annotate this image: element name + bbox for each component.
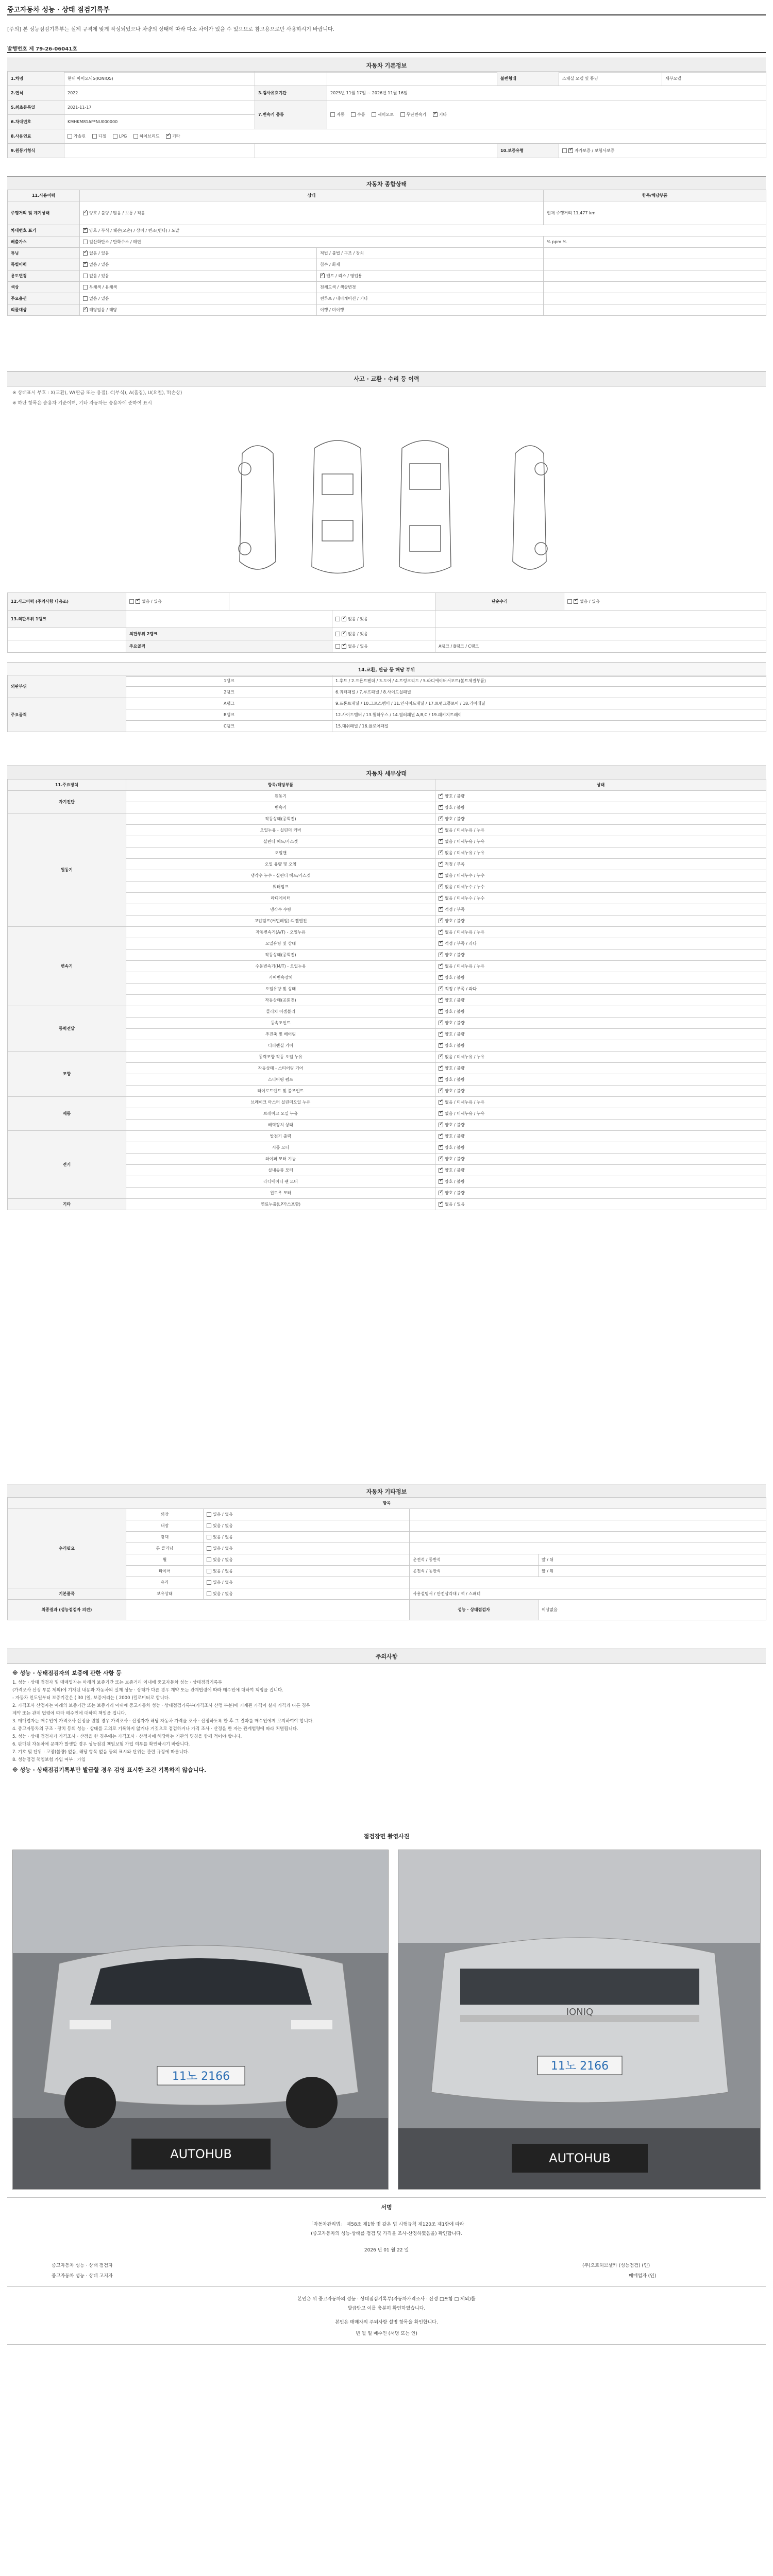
outer-rank1-label: 13.외판부위 1랭크 <box>8 611 126 628</box>
inspection-validity-label: 3.검사유효기간 <box>255 86 327 100</box>
col-usage: 11.사용이력 <box>8 190 80 201</box>
section-basic-header: 자동차 기본정보 <box>7 58 766 73</box>
photo-front <box>12 1850 389 2190</box>
license-plate-text: 11노 2166 <box>172 2070 230 2083</box>
rear-window-shape <box>322 520 353 541</box>
inspector-label: 중고자동차 성능 · 상태 점검자 <box>52 2263 113 2268</box>
detail-item-state: ✓ 양호 / 불량 <box>435 1063 766 1074</box>
wheel-icon <box>535 543 547 555</box>
options-label: 주요옵션 <box>8 293 80 304</box>
accident-history-state: ✓ 없음 / 있음 <box>126 593 229 611</box>
outer-rank1-state: ✓ 없음 / 있음 <box>332 611 435 628</box>
tuning-extra: 적법 / 불법 / 구조 / 장치 <box>317 248 544 259</box>
detail-item-state: ✓ 없음 / 미세누유 / 누유 <box>435 1108 766 1120</box>
caution-title: ※ 성능 · 상태점검자의 보증에 관한 사항 등 <box>12 1670 122 1676</box>
special-history-state: ✓ 없음 / 있음 <box>80 259 317 270</box>
detail-item-label: 시동 모터 <box>126 1142 435 1154</box>
general-status-table <box>7 190 766 316</box>
detail-item-state: ✓ 양호 / 불량 <box>435 1018 766 1029</box>
checkbox-checked[interactable] <box>439 1055 443 1059</box>
repair-needed-label: 수리필요 <box>8 1509 126 1588</box>
checkbox-checked[interactable] <box>439 998 443 1003</box>
detail-item-label: 추진축 및 베어링 <box>126 1029 435 1040</box>
detail-item-label: 워터펌프 <box>126 882 435 893</box>
detail-item-state: ✓ 없음 / 있음 <box>435 1199 766 1210</box>
use-change-state: 없음 / 있음 <box>80 270 317 282</box>
receipt-line-1: 본인은 위 중고자동차의 성능 · 상태점검기록부(자동차가격조사 · 산정 □포함 □ 제외)를 <box>297 2297 476 2302</box>
vehicle-name-label: 1.차명 <box>8 72 64 86</box>
document-number: 발행번호 제 79-26-06041호 <box>7 46 77 52</box>
detail-item-state: ✓ 양호 / 불량 <box>435 995 766 1006</box>
wheel-icon <box>535 463 547 475</box>
checkbox-checked[interactable] <box>439 1191 443 1195</box>
checkbox-checked[interactable] <box>439 862 443 867</box>
detail-item-label: 스티어링 펌프 <box>126 1074 435 1086</box>
first-registration-value: 2021-11-17 <box>64 100 255 115</box>
checkbox[interactable] <box>351 112 356 117</box>
detail-item-label: 냉각수 수량 <box>126 904 435 916</box>
divider <box>7 52 766 53</box>
rankA-items: 9.프론트패널 / 10.크로스멤버 / 11.인사이드패널 / 17.트렁크플로어 / 18.리어패널 <box>332 698 766 709</box>
checkbox-checked[interactable] <box>439 873 443 878</box>
submodel-value: 세부모델 <box>662 72 766 86</box>
checkbox-checked[interactable] <box>439 851 443 855</box>
detail-item-label: 원동기 <box>126 791 435 802</box>
col-state: 상태 <box>80 190 544 201</box>
detail-item-state: ✓ 양호 / 불량 <box>435 1006 766 1018</box>
detail-item-state: ✓ 없음 / 미세누수 / 누수 <box>435 870 766 882</box>
frame-state: ✓ 없음 / 있음 <box>332 640 435 653</box>
detail-item-label: 기어변속장치 <box>126 972 435 984</box>
detail-item-state: ✓ 양호 / 불량 <box>435 916 766 927</box>
checkbox-checked[interactable] <box>439 919 443 923</box>
checkbox-checked[interactable] <box>439 1134 443 1139</box>
variant-value: 스페셜 모델 및 튜닝 <box>559 72 662 86</box>
recall-state: ✓ 해당없음 / 해당 <box>80 304 317 316</box>
detail-item-label: 작동상태(공회전) <box>126 814 435 825</box>
detail-item-label: 발전기 출력 <box>126 1131 435 1142</box>
special-history-label: 특별이력 <box>8 259 80 270</box>
checkbox-checked[interactable] <box>439 1111 443 1116</box>
detail-item-state: ✓ 양호 / 불량 <box>435 1074 766 1086</box>
checkbox-checked[interactable] <box>439 1179 443 1184</box>
detail-item-state: ✓ 양호 / 불량 <box>435 1165 766 1176</box>
checkbox-checked[interactable] <box>439 1032 443 1037</box>
col-parts: 항목/해당부품 <box>544 190 766 201</box>
emission-units: % ppm % <box>544 236 766 248</box>
tuning-label: 튜닝 <box>8 248 80 259</box>
detail-item-label: 고압펌프(커먼레일)-디젤엔진 <box>126 916 435 927</box>
checkbox-checked[interactable] <box>439 1089 443 1093</box>
use-change-extra: ✓ 렌트 / 리스 / 영업용 <box>317 270 544 282</box>
notice-text: [주의] 본 성능점검기록부는 실제 규격에 맞게 작성되었으나 차량의 상태에 따라 다소 차이가 있을 수 있으므로 참고용으로만 사용하시기 바랍니다. <box>7 27 334 32</box>
transmission-label: 7.변속기 종류 <box>255 100 327 129</box>
vehicle-name-value: 현대 아이오닉5(IONIQ5) <box>64 72 255 86</box>
detail-item-state: ✓ 양호 / 불량 <box>435 1120 766 1131</box>
fuel-label: 8.사용연료 <box>8 129 64 144</box>
detail-item-label: 수동변속기(M/T) - 오일누유 <box>126 961 435 972</box>
checkbox-checked[interactable] <box>439 839 443 844</box>
detail-group-label: 동력전달 <box>8 1006 126 1052</box>
checkbox-checked[interactable] <box>433 112 438 117</box>
checkbox-checked[interactable] <box>439 885 443 889</box>
section-other-header: 자동차 기타정보 <box>7 1484 766 1499</box>
detail-item-label: 라디에이터 <box>126 893 435 904</box>
detail-item-label: 타이로드엔드 및 볼조인트 <box>126 1086 435 1097</box>
frame-label: 주요골격 <box>126 640 332 653</box>
detail-item-state: ✓ 없음 / 미세누유 / 누유 <box>435 836 766 848</box>
detail-group-label: 변속기 <box>8 927 126 1006</box>
checkbox-checked[interactable] <box>439 805 443 810</box>
detail-item-label: 작동상태 - 스티어링 기어 <box>126 1063 435 1074</box>
rank1-items: 1.후드 / 2.프론트펜더 / 3.도어 / 4.트렁크리드 / 5.라디에이터서포트(볼트체결부품) <box>332 675 766 687</box>
basic-info-table <box>7 71 766 158</box>
rank2-items: 6.쿼터패널 / 7.루프패널 / 8.사이드실패널 <box>332 687 766 698</box>
checkbox-checked[interactable] <box>439 953 443 957</box>
windshield-shape <box>322 474 353 495</box>
accident-history-table <box>7 592 766 653</box>
detail-item-label: 변속기 <box>126 802 435 814</box>
detail-item-label: 자동변속기(A/T) - 오일누유 <box>126 927 435 938</box>
parts-table: 외판부위 1랭크 1.후드 / 2.프론트펜더 / 3.도어 / 4.트렁크리드 / 5.라디에이터서포트(볼트체결부품) 2랭크 6.쿼터패널 / 7.루프패널 / 8.사이드실패널 주요골격 A랭크 9.프론트패널 / 10.크로스멤버 / 11.인사이드패널 / 17.트렁크플로어 / 18.리어패널 B랭크 12.사이드멤버 / 13.휠하우스 / 14.필러패널 A,B,C / 19.패키지트레이 C랭크 15.대쉬패널 / 16.플로어패널 <box>7 675 766 732</box>
detail-item-label: 윈도우 모터 <box>126 1188 435 1199</box>
detail-item-label: 오일유량 및 상태 <box>126 984 435 995</box>
caution-box: ※ 성능 · 상태점검자의 보증에 관한 사항 등 1. 성능 · 상태 점검자 및 매매업자는 아래의 보증기간 또는 보증거리 이내에 중고자동차 성능 · 상태점검기록부 (가격조사 산정 부분 제외)에 기재된 내용과 자동차의 실제 성능 · 상태가 다른 경우 계약 또는 관계법령에 따라 매수인에 대하여 책임을 집니다. - 자동차 인도일부터 보증기간은 ( 30 )일, 보증거리는 ( 2000 )킬로미터로 합니다. 2. 가격조사 산정자는 아래의 보증기간 또는 보증거리 이내에 중고자동차 성능 · 상태점검기록부(가격조사 산정 부분)에 기재된 가격이 실제 가격과 다른 경우 계약 또는 관계 법령에 따라 매수인에 대하여 책임을 집니다. 3. 매매업자는 매수인이 가격조사 산정을 원할 경우 가격조사 · 산정자가 해당 자동차 가격을 조사 · 산정하도록 한 후 그 결과를 매수인에게 고지하여야 합니다. 4. 중고자동차의 구조 · 장치 등의 성능 · 상태를 고의로 기록하지 않거나 거짓으로 점검하거나 가격 조사 · 산정을 한 자는 관계법령에 따라 처벌됩니다. 5. 성능 · 상태 점검자가 가격조사 · 산정을 한 경우에는 가격조사 · 산정자에 해당하는 기관의 명칭을 함께 적어야 합니다. 6. 판매된 자동차에 문제가 발생할 경우 성능점검 책임보험 가입 여부를 확인하시기 바랍니다. 7. 기호 및 단위 : 고장(불량) 없음, 해당 항목 없음 등의 표시와 단위는 관련 규정에 따릅니다. 8. 성능점검 책임보험 가입 여부 : 가입 ※ 성능 · 상태점검기록부만 발급할 경우 검영 표시한 조건 기록하지 않습니다. <box>12 1667 761 1776</box>
detail-item-state: ✓ 적정 / 부족 / 과다 <box>435 984 766 995</box>
detail-item-state: ✓ 없음 / 미세누유 / 누유 <box>435 961 766 972</box>
detail-item-label: 동력조향 작동 오일 누유 <box>126 1052 435 1063</box>
engine-type-value <box>64 144 255 158</box>
options-extra: 썬루프 / 네비게이션 / 기타 <box>317 293 544 304</box>
checkbox-checked[interactable] <box>439 1043 443 1048</box>
divider <box>7 14 766 15</box>
inspector-value: (주)오토허브셀카 (성능점검) (인) <box>582 2263 650 2268</box>
checkbox-checked[interactable] <box>439 1077 443 1082</box>
detail-item-label: 브레이크 오일 누유 <box>126 1108 435 1120</box>
detail-item-state: ✓ 없음 / 미세누유 / 누유 <box>435 1097 766 1108</box>
detail-item-state: ✓ 적정 / 부족 <box>435 859 766 870</box>
final-result-value: 이상없음 <box>539 1600 766 1620</box>
vin-mark-label: 차대번호 표기 <box>8 225 80 236</box>
wheel-icon <box>239 463 251 475</box>
detail-item-label: 라디에이터 팬 모터 <box>126 1176 435 1188</box>
detail-item-label: 브레이크 마스터 실린더오일 누유 <box>126 1097 435 1108</box>
vin-label: 6.차대번호 <box>8 115 64 129</box>
vin-mark-state: ✓ 양호 / 부식 / 훼손(오손) / 상이 / 변조(변타) / 도말 <box>80 225 766 236</box>
detail-item-state: ✓ 양호 / 불량 <box>435 1154 766 1165</box>
detail-item-label: 작동상태(공회전) <box>126 950 435 961</box>
detail-item-state: ✓ 양호 / 불량 <box>435 950 766 961</box>
damage-legend-1: ※ 상태표시 부호 : X(교환), W(판금 또는 용접), C(부식), A(흠집), U(요철), T(손상) <box>12 391 182 396</box>
parts-subheader: 14.교환, 판금 등 해당 부위 <box>7 663 766 676</box>
color-label: 색상 <box>8 282 80 293</box>
checkbox-checked[interactable] <box>439 930 443 935</box>
simple-repair-state: ✓ 없음 / 있음 <box>564 593 766 611</box>
detail-item-state: ✓ 양호 / 불량 <box>435 814 766 825</box>
detail-item-label: 와이퍼 모터 기능 <box>126 1154 435 1165</box>
outer-rank2-label: 외판부위 2랭크 <box>126 628 332 640</box>
detail-item-label: 등속조인트 <box>126 1018 435 1029</box>
checkbox-checked[interactable] <box>439 817 443 821</box>
emission-state: 일산화탄소 / 탄화수소 / 매연 <box>80 236 544 248</box>
year-value: 2022 <box>64 86 255 100</box>
checkbox-checked[interactable] <box>439 941 443 946</box>
checkbox-checked[interactable] <box>439 1009 443 1014</box>
car-top-rear <box>399 440 451 573</box>
rankB-items: 12.사이드멤버 / 13.휠하우스 / 14.필러패널 A,B,C / 19.패키지트레이 <box>332 709 766 721</box>
svg-text:AUTOHUB: AUTOHUB <box>549 2151 611 2165</box>
detail-item-label: 냉각수 누수 - 실린더 헤드/가스켓 <box>126 870 435 882</box>
emission-label: 배출가스 <box>8 236 80 248</box>
detail-item-state: ✓ 양호 / 불량 <box>435 1131 766 1142</box>
detail-item-label: 실린더 헤드/가스켓 <box>126 836 435 848</box>
detail-item-state: ✓ 양호 / 불량 <box>435 791 766 802</box>
price-value: 매매업자 (인) <box>629 2274 657 2279</box>
car-diagram <box>227 433 557 582</box>
photo-rear <box>398 1850 761 2190</box>
detail-item-state: ✓ 없음 / 미세누유 / 누유 <box>435 927 766 938</box>
outer-rank2-state: ✓ 없음 / 있음 <box>332 628 435 640</box>
wheel-icon <box>239 543 251 555</box>
checkbox-checked[interactable] <box>439 896 443 901</box>
detail-item-state: ✓ 양호 / 불량 <box>435 802 766 814</box>
receipt-line-2: 발급받고 이를 충분히 확인하였습니다. <box>347 2306 426 2311</box>
detail-group-label: 조향 <box>8 1052 126 1097</box>
section-photos-header: 점검장면 촬영사진 <box>7 1829 766 1843</box>
detail-item-label: 오일팬 <box>126 848 435 859</box>
color-state: 무채색 / 유채색 <box>80 282 317 293</box>
detail-item-label: 실내송풍 모터 <box>126 1165 435 1176</box>
checkbox-checked[interactable] <box>439 964 443 969</box>
damage-legend-2: ※ 하단 항목은 승용차 기준이며, 기타 자동차는 승용차에 준하여 표시 <box>12 401 152 406</box>
sign-date: 2026 년 01 월 22 일 <box>364 2248 409 2253</box>
detail-item-label: 작동상태(공회전) <box>126 995 435 1006</box>
special-history-extra: 침수 / 화재 <box>317 259 544 270</box>
engine-type-label: 9.원동기형식 <box>8 144 64 158</box>
detail-item-label: 클러치 어셈블리 <box>126 1006 435 1018</box>
svg-text:11노 2166: 11노 2166 <box>550 2060 609 2073</box>
detail-item-label: 오일누유 - 실린더 커버 <box>126 825 435 836</box>
use-change-label: 용도변경 <box>8 270 80 282</box>
checkbox-checked[interactable] <box>439 1145 443 1150</box>
sign-line-1: 「자동차관리법」 제58조 제1항 및 같은 법 시행규칙 제120조 제1항에 따라 <box>309 2222 464 2227</box>
outer-panel-label: 외판부위 <box>8 675 126 698</box>
checkbox[interactable] <box>400 112 405 117</box>
mileage-state: ✓ 양호 / 불량 / 많음 / 보통 / 적음 <box>80 201 544 225</box>
caution-footer: ※ 성능 · 상태점검기록부만 발급할 경우 검영 표시한 조건 기록하지 않습니다. <box>12 1767 207 1773</box>
checkbox-checked[interactable] <box>439 1021 443 1025</box>
fuel-options: 가솔린 디젤 LPG 하이브리드 ✓ 기타 <box>64 129 766 144</box>
detail-item-state: ✓ 양호 / 불량 <box>435 972 766 984</box>
detail-item-state: ✓ 양호 / 불량 <box>435 1142 766 1154</box>
checkbox-checked[interactable] <box>439 975 443 980</box>
receipt-line-3: 본인은 매매자의 주되사항 설명 항목을 확인합니다. <box>335 2320 438 2325</box>
car-right-side <box>513 446 546 569</box>
frame-parts-label: 주요골격 <box>8 698 126 732</box>
checkbox-checked[interactable] <box>439 1168 443 1173</box>
detail-item-state: ✓ 없음 / 미세누수 / 누수 <box>435 893 766 904</box>
sign-line-2: (중고자동차의 성능·상태를 점검 및 가격을 조사·산정하였음을) 확인합니다. <box>311 2231 462 2236</box>
detail-item-state: ✓ 양호 / 불량 <box>435 1188 766 1199</box>
section-detail-header: 자동차 세부상태 <box>7 766 766 781</box>
detail-group-label: 제동 <box>8 1097 126 1131</box>
detail-item-state: ✓ 적정 / 부족 / 과다 <box>435 938 766 950</box>
car-top-front <box>312 440 363 573</box>
price-label: 중고자동차 성능 · 상태 고지자 <box>52 2274 113 2279</box>
checkbox-checked[interactable] <box>439 907 443 912</box>
section-general-header: 자동차 종합상태 <box>7 176 766 192</box>
report-title: 중고자동차 성능 · 상태 점검기록부 <box>7 6 110 14</box>
detail-item-state: ✓ 없음 / 미세누유 / 누유 <box>435 848 766 859</box>
detail-item-label: 오일 유량 및 오염 <box>126 859 435 870</box>
detail-item-state: ✓ 양호 / 불량 <box>435 1040 766 1052</box>
recall-label: 리콜대상 <box>8 304 80 316</box>
section-caution-header: 주의사항 <box>7 1649 766 1664</box>
checkbox-checked[interactable] <box>439 1066 443 1071</box>
mileage-value: 현재 주행거리 11,477 km <box>544 201 766 225</box>
other-info-table: 항목 수리필요 외장 있음 / 없음 내장 있음 / 없음 광택 있음 / 없음 룸 클리닝 있음 / 없음 휠 있음 / 없음 운전석 / 동반석 앞 / 뒤 타이어 있음 / 없음 운전석 / 동반석 앞 / 뒤 유리 있음 / 없음 기본품목 보유상태 있음 / 없음 사용설명서 / 안전삼각대 / 잭 / 스패너 최종결과 (성능점검자 의견) 성능 · 상태점검자 이상없음 <box>7 1497 766 1620</box>
model-badge-text: IONIQ <box>566 2007 594 2018</box>
autohub-logo-text: AUTOHUB <box>170 2147 232 2161</box>
warranty-label: 10.보증유형 <box>497 144 559 158</box>
detail-item-label: 디퍼렌셜 기어 <box>126 1040 435 1052</box>
detail-item-state: ✓ 양호 / 불량 <box>435 1176 766 1188</box>
checkbox-checked[interactable] <box>439 828 443 833</box>
checkbox-checked[interactable] <box>439 987 443 991</box>
section-sign-header: 서명 <box>7 2200 766 2214</box>
checkbox-checked[interactable] <box>439 794 443 799</box>
detail-item-state: ✓ 적정 / 부족 <box>435 904 766 916</box>
detail-group-label: 자기진단 <box>8 791 126 814</box>
detail-item-label: 연료누출(LP가스포함) <box>126 1199 435 1210</box>
detail-item-state: ✓ 양호 / 불량 <box>435 1029 766 1040</box>
recall-extra: 이행 / 미이행 <box>317 304 544 316</box>
section-damage-header: 사고 · 교환 · 수리 등 이력 <box>7 371 766 386</box>
final-result-label: 최종결과 (성능점검자 의견) <box>8 1600 126 1620</box>
detail-item-state: ✓ 양호 / 불량 <box>435 1086 766 1097</box>
tuning-state: ✓ 없음 / 있음 <box>80 248 317 259</box>
car-left-side <box>240 446 276 569</box>
checkbox-checked[interactable] <box>439 1123 443 1127</box>
frame-rank: A랭크 / B랭크 / C랭크 <box>435 640 766 653</box>
detail-status-table: 11.주요장치 항목/해당부품 상태 자기진단 원동기 ✓ 양호 / 불량 변속기 ✓ 양호 / 불량 원동기 작동상태(공회전) ✓ 양호 / 불량 오일누유 - 실린더 커버 ✓ 없음 / 미세누유 / 누유 실린더 헤드/가스켓 ✓ 없음 / 미세누유 / 누유 오일팬 ✓ 없음 / 미세누유 / 누유 오일 유량 및 오염 ✓ 적정 / 부족 냉각수 누수 - 실린더 헤드/가스켓 ✓ 없음 / 미세누수 / 누수 워터펌프 ✓ 없음 / 미세누수 / 누수 라디에이터 ✓ 없음 / 미세누수 / 누수 냉각수 수량 ✓ 적정 / 부족 고압펌프(커먼레일)-디젤엔진 ✓ 양호 / 불량 변속기 자동변속기(A/T) - 오일누유 ✓ 없음 / 미세누유 / 누유 오일유량 및 상태 ✓ 적정 / 부족 / 과다 작동상태(공회전) ✓ 양호 / 불량 수동변속기(M/T) - 오일누유 ✓ 없음 / 미세누유 / 누유 기어변속장치 ✓ 양호 / 불량 오일유량 및 상태 ✓ 적정 / 부족 / 과다 작동상태(공회전) ✓ 양호 / 불량 동력전달 클러치 어셈블리 ✓ 양호 / 불량 등속조인트 ✓ 양호 / 불량 추진축 및 베어링 ✓ 양호 / 불량 디퍼렌셜 기어 ✓ 양호 / 불량 조향 동력조향 작동 오일 누유 ✓ 없음 / 미세누유 / 누유 작동상태 - 스티어링 기어 ✓ 양호 / 불량 스티어링 펌프 ✓ 양호 / 불량 타이로드엔드 및 볼조인트 ✓ 양호 / 불량 제동 브레이크 마스터 실린더오일 누유 ✓ 없음 / 미세누유 / 누유 브레이크 오일 누유 ✓ 없음 / 미세누유 / 누유 배력장치 상태 ✓ 양호 / 불량 전기 발전기 출력 ✓ 양호 / 불량 시동 모터 ✓ 양호 / 불량 와이퍼 모터 기능 ✓ 양호 / 불량 실내송풍 모터 ✓ 양호 / 불량 라디에이터 팬 모터 ✓ 양호 / 불량 윈도우 모터 ✓ 양호 / 불량 기타 연료누출(LP가스포함) ✓ 없음 / 있음 <box>7 779 766 1210</box>
first-registration-label: 5.최초등록일 <box>8 100 64 115</box>
checkbox-checked[interactable] <box>439 1157 443 1161</box>
checkbox-checked[interactable] <box>439 1100 443 1105</box>
detail-item-state: ✓ 없음 / 미세누수 / 누수 <box>435 882 766 893</box>
inspection-validity-value: 2025년 11월 17일 ~ 2026년 11월 16일 <box>327 86 766 100</box>
checkbox-checked[interactable] <box>439 1202 443 1207</box>
warranty-value: ✓ 자가보증 / 보험사보증 <box>559 144 766 158</box>
accident-history-label: 12.사고이력 (주의사항 다음조) <box>8 593 126 611</box>
detail-group-label: 기타 <box>8 1199 126 1210</box>
rankC-items: 15.대쉬패널 / 16.플로어패널 <box>332 721 766 732</box>
detail-item-state: ✓ 없음 / 미세누유 / 누유 <box>435 1052 766 1063</box>
mileage-label: 주행거리 및 계기상태 <box>8 201 80 225</box>
options-state: 없음 / 있음 <box>80 293 317 304</box>
year-label: 2.연식 <box>8 86 64 100</box>
transmission-options: 자동 수동 세미오토 무단변속기 ✓ 기타 <box>327 100 766 129</box>
variant-label: 불변형태 <box>497 72 559 86</box>
vin-value: KMHKM81AP*NU000000 <box>64 115 255 129</box>
detail-group-label: 전기 <box>8 1131 126 1199</box>
detail-item-label: 배력장치 상태 <box>126 1120 435 1131</box>
receipt-line-4: 년 월 일 매수인 (서명 또는 인) <box>356 2331 417 2336</box>
detail-item-label: 오일유량 및 상태 <box>126 938 435 950</box>
color-extra: 전체도색 / 색상변경 <box>317 282 544 293</box>
detail-group-label: 원동기 <box>8 814 126 927</box>
simple-repair-label: 단순수리 <box>435 593 564 611</box>
detail-item-state: ✓ 없음 / 미세누유 / 누유 <box>435 825 766 836</box>
checkbox[interactable] <box>372 112 376 117</box>
checkbox[interactable] <box>330 112 335 117</box>
